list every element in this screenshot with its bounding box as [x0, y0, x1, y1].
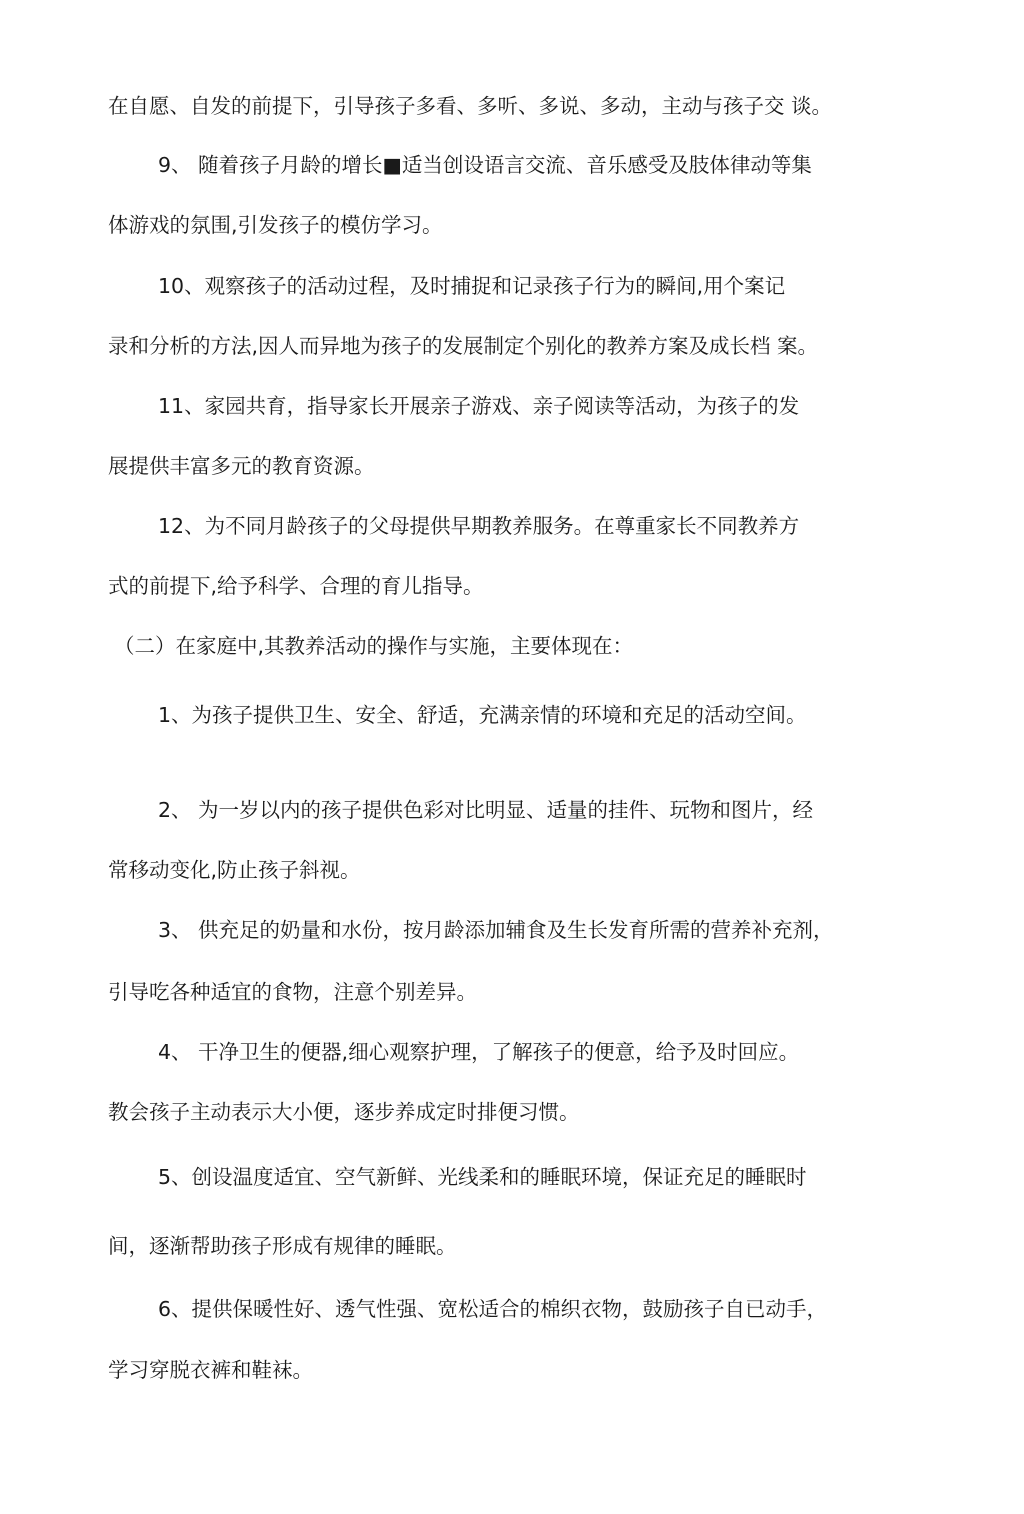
section-heading: （二）在家庭中,其教养活动的操作与实施，主要体现在： [114, 634, 634, 658]
text-line: 间，逐渐帮助孩子形成有规律的睡眠。 [108, 1234, 457, 1258]
text-line: 9、 随着孩子月龄的增长■适当创设语言交流、音乐感受及肢体律动等集 [158, 153, 812, 177]
text-line: 常移动变化,防止孩子斜视。 [108, 858, 361, 882]
text-line: 10、观察孩子的活动过程，及时捕捉和记录孩子行为的瞬间,用个案记 [158, 274, 786, 298]
text-line: 1、为孩子提供卫生、安全、舒适，充满亲情的环境和充足的活动空间。 [158, 703, 807, 727]
text-line: 在自愿、自发的前提下，引导孩子多看、多听、多说、多动，主动与孩子交 谈。 [108, 94, 833, 118]
text-line: 教会孩子主动表示大小便，逐步养成定时排便习惯。 [108, 1100, 580, 1124]
text-line: 5、创设温度适宜、空气新鲜、光线柔和的睡眠环境，保证充足的睡眠时 [158, 1165, 807, 1189]
text-line: 展提供丰富多元的教育资源。 [108, 454, 375, 478]
text-line: 6、提供保暖性好、透气性强、宽松适合的棉织衣物，鼓励孩子自已动手， [158, 1297, 828, 1321]
text-line: 3、 供充足的奶量和水份，按月龄添加辅食及生长发育所需的营养补充剂， [158, 918, 834, 942]
text-line: 11、家园共育，指导家长开展亲子游戏、亲子阅读等活动，为孩子的发 [158, 394, 800, 418]
text-line: 2、 为一岁以内的孩子提供色彩对比明显、适量的挂件、玩物和图片，经 [158, 798, 814, 822]
text-line: 录和分析的方法,因人而异地为孩子的发展制定个别化的教养方案及成长档 案。 [108, 334, 819, 358]
text-line: 体游戏的氛围,引发孩子的模仿学习。 [108, 213, 443, 237]
text-line: 式的前提下,给予科学、合理的育儿指导。 [108, 574, 484, 598]
text-line: 4、 干净卫生的便器,细心观察护理，了解孩子的便意，给予及时回应。 [158, 1040, 800, 1064]
text-line: 学习穿脱衣裤和鞋袜。 [108, 1358, 313, 1382]
text-line: 12、为不同月龄孩子的父母提供早期教养服务。在尊重家长不同教养方 [158, 514, 800, 538]
text-line: 引导吃各种适宜的食物，注意个别差异。 [108, 980, 477, 1004]
